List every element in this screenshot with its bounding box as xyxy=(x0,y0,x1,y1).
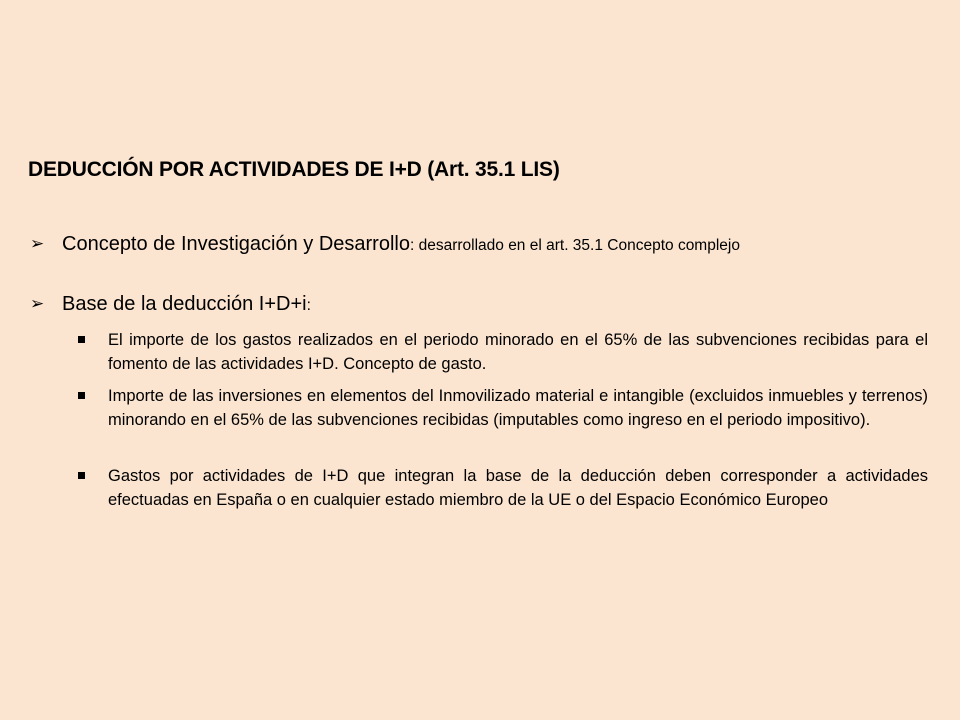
subitem-text: El importe de los gastos realizados en el periodo minorado en el 65% de las subvenciones recibidas para el fomento de las actividades I+D. Concepto de gasto. xyxy=(108,331,928,373)
bullet-rest: : desarrollado en el art. 35.1 Concepto complejo xyxy=(409,237,740,254)
arrow-bullet-icon: ➢ xyxy=(30,294,45,313)
bullet-concepto xyxy=(30,232,928,258)
square-bullet-icon xyxy=(76,464,108,488)
bullet-lead: Concepto de Investigación y Desarrollo xyxy=(62,233,410,255)
bullet-lead: Base de la deducción I+D+i xyxy=(62,293,307,315)
subitem-gastos xyxy=(76,328,928,376)
bullet-base-deduccion xyxy=(30,292,928,318)
bullet-text xyxy=(62,232,928,258)
arrow-bullet-icon: ➢ xyxy=(30,234,45,253)
square-bullet-icon xyxy=(76,328,108,352)
bullet-rest: : xyxy=(306,297,311,314)
subitem-text: Gastos por actividades de I+D que integran la base de la deducción deben corresponder a actividades efectuadas en España o en cualquier estado miembro de la UE o del Espacio Económico Europeo xyxy=(108,467,928,509)
subitem-text: Importe de las inversiones en elementos del Inmovilizado material e intangible (excluidos inmuebles y terrenos) minorando en el 65% de las subvenciones recibidas (imputables como ingreso en el periodo impositivo). xyxy=(108,387,928,429)
square-bullet-icon xyxy=(76,384,108,408)
subitem-inversiones xyxy=(76,384,928,432)
bullet-text xyxy=(62,292,928,318)
slide-title: DEDUCCIÓN POR ACTIVIDADES DE I+D (Art. 35.1 LIS) xyxy=(28,158,560,181)
subitem-actividades xyxy=(76,464,928,512)
